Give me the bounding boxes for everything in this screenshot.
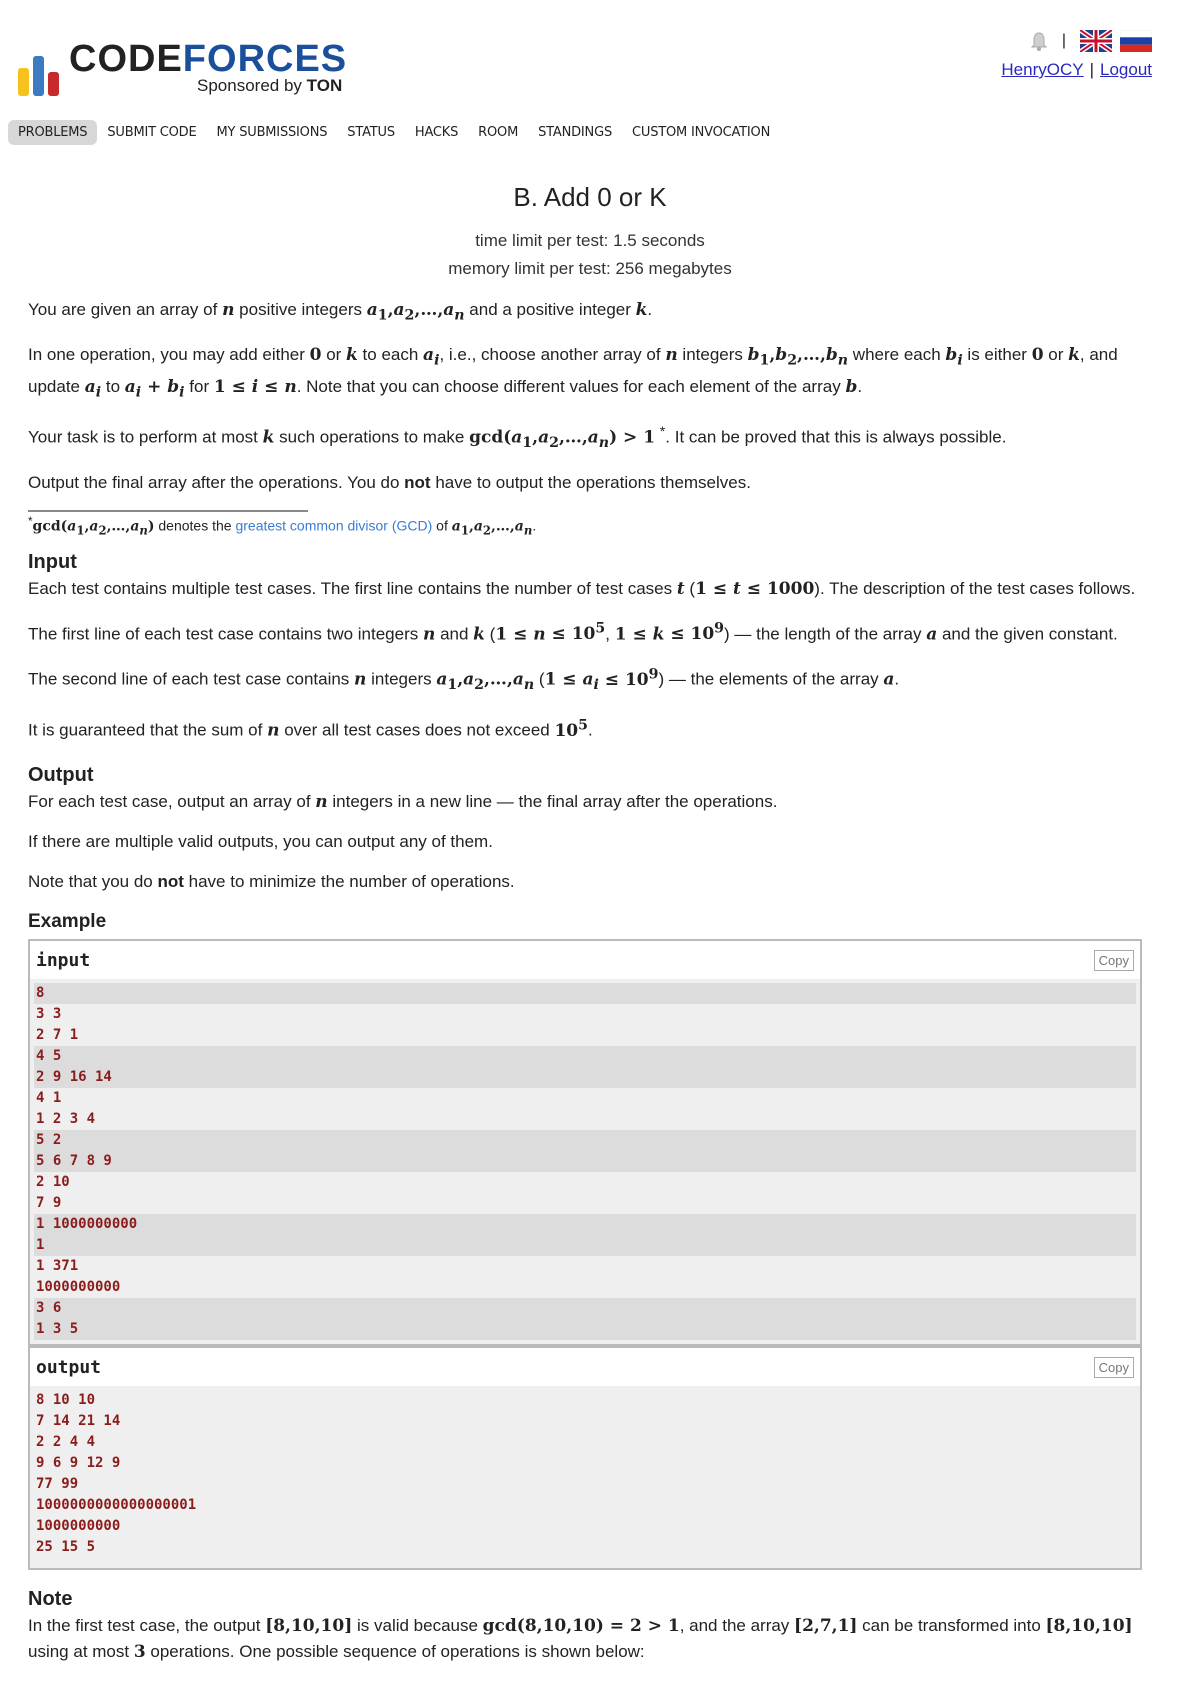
input-line: 4 5 — [34, 1046, 1136, 1067]
example-title: Example — [28, 911, 107, 933]
input-paragraph-3: The second line of each test case contains n integers $a_1,a_2,\dots,a_n$ $(1 \le a_i \le 10^9)$ — the elements of the array a. — [28, 666, 900, 694]
brand-code-text: CODE — [69, 38, 183, 80]
memory-limit: memory limit per test: 256 megabytes — [448, 259, 732, 278]
input-line: 4 1 — [36, 1090, 62, 1107]
copy-input-button[interactable]: Copy — [1094, 950, 1134, 971]
input-line: 5 2 — [34, 1130, 1136, 1151]
menu-item-standings[interactable]: STANDINGS — [538, 125, 612, 140]
menu-item-submit-code[interactable]: SUBMIT CODE — [107, 125, 197, 140]
output-line: 7 14 21 14 — [36, 1413, 121, 1430]
menu-item-room[interactable]: ROOM — [478, 125, 519, 140]
input-line: 7 9 — [36, 1195, 62, 1212]
header-user-area — [1001, 28, 1152, 80]
header — [0, 0, 1200, 140]
note-title: Note — [28, 1588, 73, 1611]
bell-icon[interactable] — [1030, 31, 1048, 51]
username-link[interactable]: HenryOCY — [1001, 60, 1084, 79]
output-line: 2 2 4 4 — [36, 1434, 96, 1451]
legend-paragraph-3: Your task is to perform at most k such operations to make $\gcd(a_1,a_2,\dots,a_n) > 1$ *. It can be proved that this is always possible. — [28, 424, 1007, 452]
input-section-title: Input — [28, 550, 77, 573]
input-line: 3 3 — [36, 1006, 62, 1023]
input-line: 1000000000 — [36, 1279, 121, 1296]
logo-bars-icon — [18, 56, 59, 96]
input-line: 1 2 3 4 — [36, 1111, 96, 1128]
gcd-link[interactable]: greatest common divisor (GCD) — [235, 517, 433, 534]
link-separator: | — [1089, 60, 1094, 79]
sponsor-name: TON — [306, 76, 343, 95]
note-paragraph-1: In the first test case, the output [8,10,10] is valid because gcd(8,10,10) = 2 > 1, and the array [2,7,1] can be transformed into [8,10,10] using at most 3 operations. One possible sequence of operations is shown below: — [28, 1616, 1133, 1663]
output-section-title: Output — [28, 764, 94, 787]
input-line: 8 — [34, 983, 1136, 1004]
input-paragraph-1: Each test contains multiple test cases. The first line contains the number of test cases t (1 ≤ t ≤ 1000). The description of the test cases follows. — [28, 578, 1136, 599]
input-line: 2 9 16 14 — [34, 1067, 1136, 1088]
input-label: input — [36, 949, 91, 971]
input-line: 1 371 — [36, 1258, 79, 1275]
legend-paragraph-2: In one operation, you may add either 0 or k to each $a_i$, i.e., choose another array of n integers $b_1,b_2,\dots,b_n$ where each $b_i$ is either 0 or k, and update $a_i$ to $a_i + b_i$ for 1 ≤ i ≤ n. Note that you can choose different values for each element of the array b. — [28, 345, 1118, 401]
input-line: 5 6 7 8 9 — [34, 1151, 1136, 1172]
footnote: $^*\gcd(a_1,a_2,\dots,a_n)$ denotes the greatest common divisor (GCD) of $a_1,a_2,\dots,a_n$. — [28, 515, 537, 538]
input-line: 2 7 1 — [36, 1027, 79, 1044]
sponsor-line — [197, 76, 347, 96]
output-line: 1000000000 — [36, 1518, 121, 1535]
example-input-content[interactable] — [30, 979, 1140, 1344]
menu-item-hacks[interactable]: HACKS — [414, 125, 459, 140]
brand-forces-text: FORCES — [182, 38, 348, 80]
output-line: 9 6 9 12 9 — [36, 1455, 121, 1472]
input-line: 1 1000000000 — [34, 1214, 1136, 1235]
icon-separator: | — [1061, 32, 1066, 49]
problem-title: B. Add 0 or K — [513, 182, 667, 212]
input-paragraph-2: The first line of each test case contains two integers n and k ($1 \le n \le 10^5$, $1 \le k \le 10^9$) — the length of the array a and the given constant. — [28, 620, 1118, 645]
menu-item-problems[interactable]: PROBLEMS — [8, 120, 97, 145]
example-output-content[interactable] — [30, 1386, 1140, 1568]
output-line: 77 99 — [36, 1476, 79, 1493]
sponsored-by-text: Sponsored by — [197, 76, 302, 95]
copy-output-button[interactable]: Copy — [1094, 1357, 1134, 1378]
menu-item-custom-invocation[interactable]: CUSTOM INVOCATION — [632, 125, 771, 140]
input-paragraph-4: It is guaranteed that the sum of n over all test cases does not exceed $10^5$. — [28, 717, 593, 742]
output-line: 8 10 10 — [36, 1392, 96, 1409]
input-line: 1 — [34, 1235, 1136, 1256]
uk-flag-icon[interactable] — [1080, 30, 1112, 52]
output-paragraph-3: Note that you do not have to minimize the number of operations. — [28, 872, 515, 892]
input-line: 1 3 5 — [34, 1319, 1136, 1340]
problem-statement — [28, 176, 1152, 1665]
legend-paragraph-1: You are given an array of n positive integers $a_1,a_2,\dots,a_n$ and a positive integer k. — [28, 300, 653, 324]
output-line: 25 15 5 — [36, 1539, 96, 1556]
russia-flag-icon[interactable] — [1120, 30, 1152, 52]
output-line: 1000000000000000001 — [36, 1497, 197, 1514]
input-line: 3 6 — [34, 1298, 1136, 1319]
input-line: 2 10 — [36, 1174, 70, 1191]
codeforces-logo[interactable] — [18, 40, 347, 96]
output-paragraph-1: For each test case, output an array of n integers in a new line — the final array after the operations. — [28, 792, 778, 813]
problem-menu — [8, 120, 780, 145]
logout-link[interactable]: Logout — [1100, 60, 1152, 79]
legend-paragraph-4: Output the final array after the operations. You do not have to output the operations themselves. — [28, 473, 751, 493]
output-label: output — [36, 1356, 102, 1378]
time-limit: time limit per test: 1.5 seconds — [475, 231, 705, 250]
menu-item-status[interactable]: STATUS — [347, 125, 395, 140]
example-input-box — [28, 939, 1142, 1346]
output-paragraph-2: If there are multiple valid outputs, you can output any of them. — [28, 832, 493, 852]
example-output-box — [28, 1346, 1142, 1570]
menu-item-my-submissions[interactable]: MY SUBMISSIONS — [216, 125, 328, 140]
